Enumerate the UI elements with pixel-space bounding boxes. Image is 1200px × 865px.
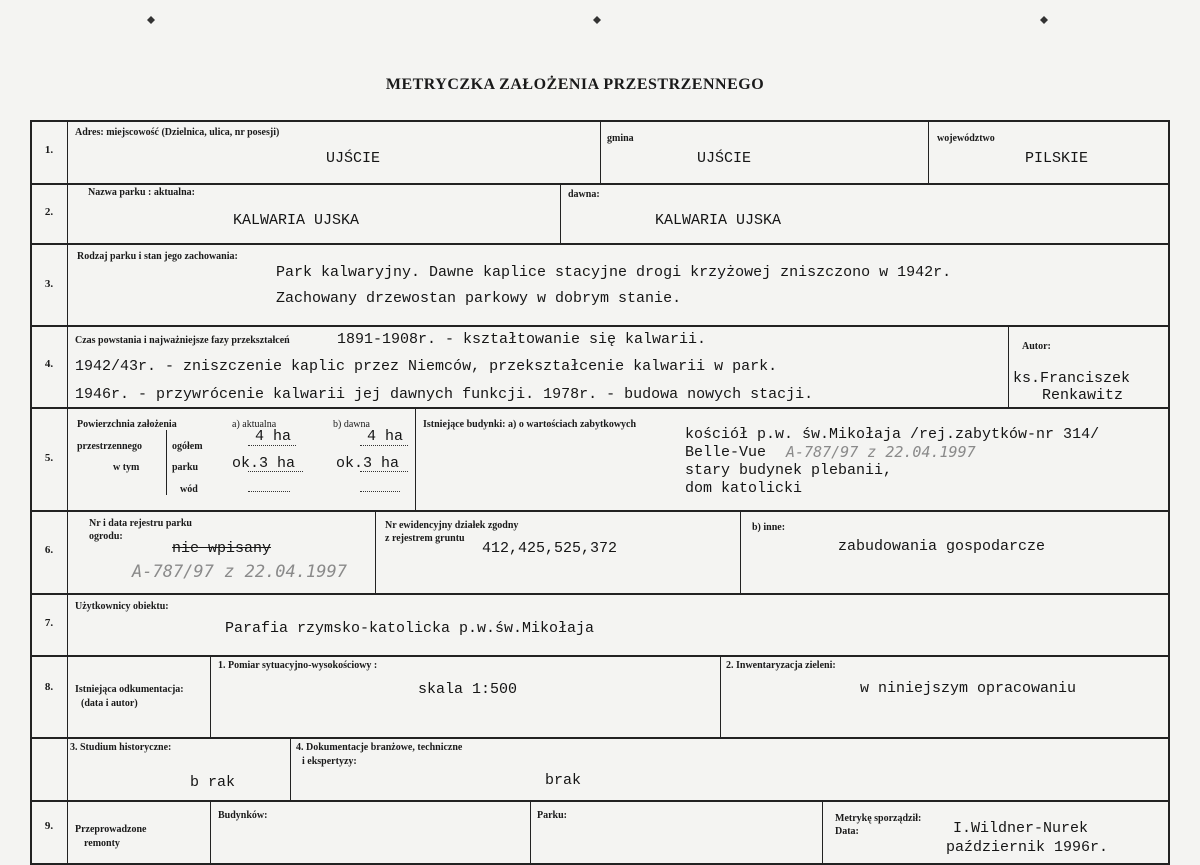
number-column-divider — [67, 120, 68, 865]
plots-label: Nr ewidencyjny działek zgodny — [385, 520, 519, 531]
registry-value: nie wpisany — [172, 540, 272, 557]
row-divider — [30, 243, 1170, 245]
former-name-label: dawna: — [568, 189, 600, 200]
col-divider — [166, 430, 167, 495]
building-item: stary budynek plebanii, — [685, 462, 893, 479]
row-divider — [30, 800, 1170, 802]
row-divider — [30, 407, 1170, 409]
plots-label: z rejestrem gruntu — [385, 533, 465, 544]
row-number: 8. — [44, 681, 54, 693]
col-divider — [600, 120, 601, 183]
total-former-value: 4 ha — [367, 428, 404, 445]
col-divider — [415, 407, 416, 510]
building-item: dom katolicki — [685, 480, 803, 497]
area-label: w tym — [113, 462, 140, 473]
survey-label: 1. Pomiar sytuacyjno-wysokościowy : — [218, 660, 378, 671]
voivodeship-value: PILSKIE — [1025, 150, 1089, 167]
water-area-label: wód — [180, 484, 198, 495]
historical-study-label: 3. Studium historyczne: — [70, 742, 172, 753]
row-number: 3. — [44, 278, 54, 290]
area-label: Powierzchnia założenia — [77, 419, 177, 430]
col-divider — [290, 737, 291, 800]
prepared-by-value: I.Wildner-Nurek — [953, 820, 1089, 837]
park-type-line: Park kalwaryjny. Dawne kaplice stacyjne drogi krzyżowej zniszczono w 1942r. — [276, 264, 952, 281]
total-label: ogółem — [172, 441, 203, 452]
gmina-value: UJŚCIE — [697, 150, 752, 167]
row-number: 2. — [44, 206, 54, 218]
voivodeship-label: województwo — [937, 133, 995, 144]
dotted-line — [248, 471, 303, 472]
survey-value: skala 1:500 — [418, 681, 518, 698]
col-divider — [720, 655, 721, 737]
col-divider — [530, 800, 531, 865]
current-name-value: KALWARIA UJSKA — [233, 212, 360, 229]
other-buildings-label: b) inne: — [752, 522, 786, 533]
author-value: Renkawitz — [1042, 387, 1124, 404]
users-label: Użytkownicy obiektu: — [75, 601, 169, 612]
row-divider — [30, 183, 1170, 185]
history-label: Czas powstania i najważniejsze fazy przekształceń — [75, 335, 290, 346]
park-type-label: Rodzaj parku i stan jego zachowania: — [77, 251, 238, 262]
dotted-line — [360, 445, 408, 446]
row-number: 5. — [44, 452, 54, 464]
author-value: ks.Franciszek — [1013, 370, 1131, 387]
park-former-value: ok.3 ha — [336, 455, 400, 472]
handwritten-registry-note: A-787/97 z 22.04.1997 — [786, 443, 976, 461]
row-divider — [30, 655, 1170, 657]
buildings-label: Istniejące budynki: a) o wartościach zabytkowych — [423, 419, 637, 430]
address-label: Adres: miejscowość (Dzielnica, ulica, nr posesji) — [75, 127, 280, 138]
dotted-line — [360, 491, 400, 492]
address-value: UJŚCIE — [326, 150, 381, 167]
registry-label: Nr i data rejestru parku — [89, 518, 192, 529]
row-divider — [30, 510, 1170, 512]
technical-docs-value: brak — [545, 772, 582, 789]
technical-docs-label: i ekspertyzy: — [302, 756, 357, 767]
date-label: Data: — [835, 826, 859, 837]
col-divider — [210, 800, 211, 865]
registry-label: ogrodu: — [89, 531, 123, 542]
greenery-inventory-value: w niniejszym opracowaniu — [860, 680, 1077, 697]
dotted-line — [248, 491, 290, 492]
other-buildings-value: zabudowania gospodarcze — [838, 538, 1046, 555]
row-number: 7. — [44, 617, 54, 629]
current-column-label: a) aktualna — [232, 419, 277, 430]
history-line: 1946r. - przywrócenie kalwarii jej dawnych funkcji. 1978r. - budowa nowych stacji. — [75, 386, 814, 403]
punch-mark — [1039, 15, 1049, 25]
document-title: METRYCZKA ZAŁOŻENIA PRZESTRZENNEGO — [385, 76, 765, 93]
col-divider — [1008, 325, 1009, 407]
park-current-value: ok.3 ha — [232, 455, 296, 472]
prepared-by-label: Metrykę sporządził: — [835, 813, 922, 824]
col-divider — [822, 800, 823, 865]
building-item: Belle-Vue — [685, 444, 767, 461]
historical-study-value: b rak — [190, 774, 236, 791]
renovations-label: remonty — [84, 838, 120, 849]
date-value: październik 1996r. — [946, 839, 1109, 856]
greenery-inventory-label: 2. Inwentaryzacja zieleni: — [726, 660, 836, 671]
total-current-value: 4 ha — [255, 428, 292, 445]
row-number: 9. — [44, 820, 54, 832]
handwritten-registry-note: A-787/97 z 22.04.1997 — [132, 562, 347, 582]
renovated-buildings-label: Budynków: — [218, 810, 268, 821]
history-line: 1942/43r. - zniszczenie kaplic przez Niemców, przekształcenie kalwarii w park. — [75, 358, 778, 375]
technical-docs-label: 4. Dokumentacje branżowe, techniczne — [296, 742, 463, 753]
gmina-label: gmina — [607, 133, 634, 144]
former-column-label: b) dawna — [333, 419, 370, 430]
renovations-label: Przeprowadzone — [75, 824, 147, 835]
dotted-line — [360, 471, 408, 472]
park-area-label: parku — [172, 462, 199, 473]
col-divider — [210, 655, 211, 737]
users-value: Parafia rzymsko-katolicka p.w.św.Mikołaja — [225, 620, 595, 637]
row-number: 1. — [44, 144, 54, 156]
former-name-value: KALWARIA UJSKA — [655, 212, 782, 229]
park-type-line: Zachowany drzewostan parkowy w dobrym stanie. — [276, 290, 682, 307]
history-line: 1891-1908r. - kształtowanie się kalwarii. — [337, 331, 707, 348]
author-label: Autor: — [1022, 341, 1051, 352]
row-number: 6. — [44, 544, 54, 556]
row-divider — [30, 593, 1170, 595]
documentation-label: (data i autor) — [81, 698, 138, 709]
form-frame — [30, 120, 1170, 865]
row-divider — [30, 325, 1170, 327]
col-divider — [375, 510, 376, 593]
current-name-label: Nazwa parku : aktualna: — [88, 187, 195, 198]
row-divider — [30, 737, 1170, 739]
row-number: 4. — [44, 358, 54, 370]
building-item: kościół p.w. św.Mikołaja /rej.zabytków-nr 314/ — [685, 426, 1100, 443]
plots-value: 412,425,525,372 — [482, 540, 618, 557]
col-divider — [740, 510, 741, 593]
punch-mark — [146, 15, 156, 25]
dotted-line — [248, 445, 296, 446]
col-divider — [560, 183, 561, 243]
renovated-park-label: Parku: — [537, 810, 567, 821]
documentation-label: Istniejąca odkumentacja: — [75, 684, 184, 695]
punch-mark — [592, 15, 602, 25]
col-divider — [928, 120, 929, 183]
area-label: przestrzennego — [77, 441, 142, 452]
